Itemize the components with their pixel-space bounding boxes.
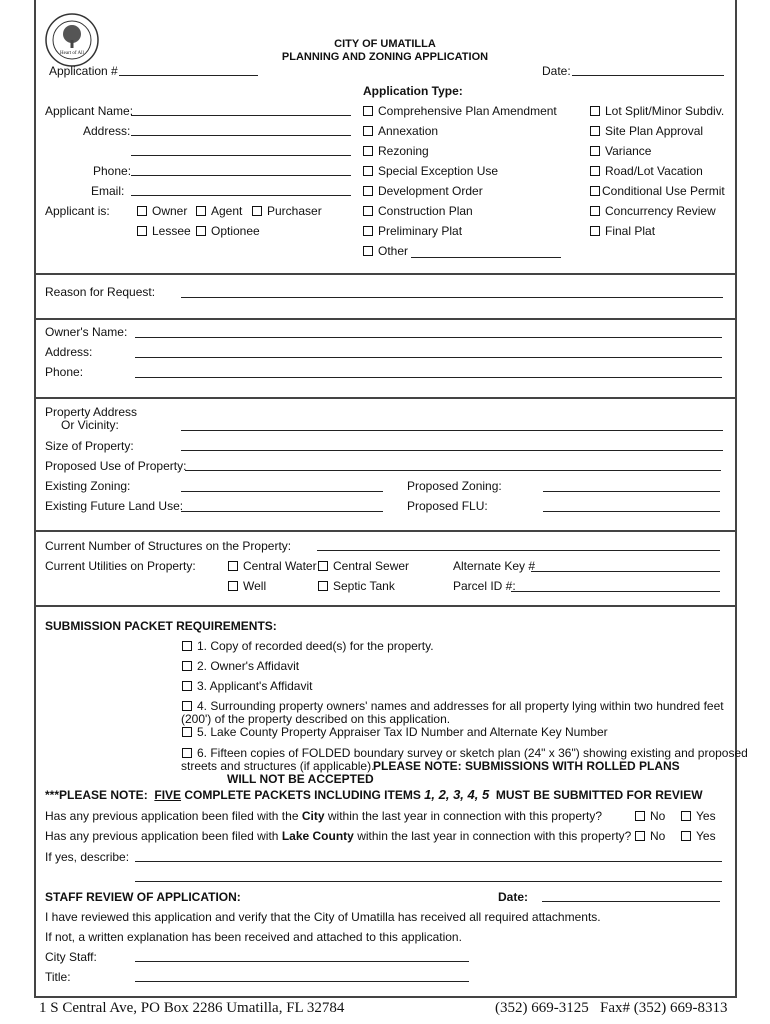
staff-title-label: Title:: [45, 970, 71, 984]
type-checkbox-road-lot-vacation[interactable]: [590, 166, 600, 176]
previous-city-no-checkbox[interactable]: [635, 811, 645, 821]
type-label-road-lot-vacation: Road/Lot Vacation: [605, 164, 703, 178]
owner-address-label: Address:: [45, 345, 93, 359]
type-checkbox-rezoning[interactable]: [363, 146, 373, 156]
proposed-use-field[interactable]: [185, 470, 721, 471]
page-title: PLANNING AND ZONING APPLICATION: [281, 51, 489, 63]
application-no-field[interactable]: [119, 75, 258, 76]
parcel-id-field[interactable]: [511, 591, 720, 592]
item3-checkbox[interactable]: [182, 681, 192, 691]
property-address-label: Property Address: [45, 405, 138, 419]
type-label-annexation: Annexation: [378, 124, 439, 138]
structures-count-label: Current Number of Structures on the Property:: [45, 539, 292, 553]
previous-city-question: [45, 809, 602, 823]
property-size-field[interactable]: [181, 450, 723, 451]
previous-city-q-c: within the last year in connection with this property?: [327, 809, 603, 823]
property-address-field[interactable]: [181, 430, 723, 431]
section-divider: [34, 397, 737, 399]
type-label-comprehensive-plan: Comprehensive Plan Amendment: [378, 104, 557, 118]
packets-note-c: MUST BE SUBMITTED FOR REVIEW: [495, 788, 703, 802]
type-label-rezoning: Rezoning: [378, 144, 429, 158]
owner-checkbox[interactable]: [137, 206, 147, 216]
proposed-flu-label: Proposed FLU:: [407, 499, 488, 513]
lessee-label: Lessee: [152, 224, 191, 238]
footer-contact: [495, 1000, 728, 1017]
applicant-is-label: Applicant is:: [45, 204, 110, 218]
city-staff-field[interactable]: [135, 961, 469, 962]
other-type-field[interactable]: [411, 257, 561, 258]
alternate-key-field[interactable]: [531, 571, 720, 572]
central-water-label: Central Water: [243, 559, 317, 573]
staff-date-field[interactable]: [542, 901, 720, 902]
purchaser-checkbox[interactable]: [252, 206, 262, 216]
type-checkbox-annexation[interactable]: [363, 126, 373, 136]
item3-label: 3. Applicant's Affidavit: [197, 679, 313, 693]
type-label-conditional-use: Conditional Use Permit: [602, 184, 725, 198]
proposed-use-label: Proposed Use of Property:: [45, 459, 187, 473]
application-no-label: Application #: [49, 64, 118, 78]
existing-flu-field[interactable]: [181, 511, 383, 512]
item5-checkbox[interactable]: [182, 727, 192, 737]
owner-label: Owner: [152, 204, 188, 218]
rolled-plans-warning: PLEASE NOTE: SUBMISSIONS WITH ROLLED PLANS: [373, 759, 680, 773]
item6-label-cont: streets and structures (if applicable).: [181, 759, 375, 773]
previous-county-yes-label: Yes: [696, 829, 716, 843]
item2-checkbox[interactable]: [182, 661, 192, 671]
agent-label: Agent: [211, 204, 243, 218]
staff-date-label: Date:: [498, 890, 529, 904]
type-label-final-plat: Final Plat: [605, 224, 656, 238]
type-label-lot-split: Lot Split/Minor Subdiv.: [605, 104, 725, 118]
previous-county-no-checkbox[interactable]: [635, 831, 645, 841]
city-staff-label: City Staff:: [45, 950, 97, 964]
owner-phone-field[interactable]: [135, 377, 722, 378]
previous-county-q-c: within the last year in connection with this property?: [357, 829, 632, 843]
section-divider: [34, 605, 737, 607]
type-label-site-plan: Site Plan Approval: [605, 124, 704, 138]
item1-checkbox[interactable]: [182, 641, 192, 651]
applicant-phone-field[interactable]: [131, 175, 351, 176]
central-sewer-checkbox[interactable]: [318, 561, 328, 571]
applicant-email-field[interactable]: [131, 195, 351, 196]
owner-name-field[interactable]: [135, 337, 722, 338]
previous-city-q-b: City: [301, 809, 325, 823]
septic-tank-checkbox[interactable]: [318, 581, 328, 591]
proposed-zoning-field[interactable]: [543, 491, 720, 492]
item1-label: 1. Copy of recorded deed(s) for the property.: [197, 639, 434, 653]
existing-zoning-label: Existing Zoning:: [45, 479, 131, 493]
footer-address: 1 S Central Ave, PO Box 2286 Umatilla, FL 32784: [39, 1000, 345, 1016]
submission-heading: SUBMISSION PACKET REQUIREMENTS:: [45, 619, 277, 633]
section-divider: [34, 273, 737, 275]
describe-label: If yes, describe:: [45, 850, 130, 864]
applicant-address-field[interactable]: [131, 135, 351, 136]
type-checkbox-lot-split[interactable]: [590, 106, 600, 116]
footer-phone: (352) 669-3125: [495, 1000, 589, 1016]
type-checkbox-final-plat[interactable]: [590, 226, 600, 236]
central-sewer-label: Central Sewer: [333, 559, 410, 573]
item6-label: 6. Fifteen copies of FOLDED boundary survey or sketch plan (24" x 36") showing existing and proposed: [197, 746, 748, 760]
previous-county-no-label: No: [650, 829, 666, 843]
staff-statement-1: I have reviewed this application and verify that the City of Umatilla has received all required attachments.: [45, 910, 601, 924]
reason-label: Reason for Request:: [45, 285, 156, 299]
staff-review-heading: STAFF REVIEW OF APPLICATION:: [45, 890, 241, 904]
type-checkbox-comprehensive-plan[interactable]: [363, 106, 373, 116]
septic-tank-label: Septic Tank: [333, 579, 395, 593]
item4-label-cont: (200') of the property described on this application.: [181, 712, 451, 726]
optionee-checkbox[interactable]: [196, 226, 206, 236]
city-name: CITY OF UMATILLA: [334, 38, 436, 50]
previous-city-q-a: Has any previous application been filed with the: [45, 809, 299, 823]
proposed-zoning-label: Proposed Zoning:: [407, 479, 502, 493]
applicant-address-field-2[interactable]: [131, 155, 351, 156]
central-water-checkbox[interactable]: [228, 561, 238, 571]
purchaser-label: Purchaser: [267, 204, 322, 218]
agent-checkbox[interactable]: [196, 206, 206, 216]
item2-label: 2. Owner's Affidavit: [197, 659, 300, 673]
type-checkbox-site-plan[interactable]: [590, 126, 600, 136]
staff-statement-2: If not, a written explanation has been received and attached to this application.: [45, 930, 462, 944]
previous-county-yes-checkbox[interactable]: [681, 831, 691, 841]
lessee-checkbox[interactable]: [137, 226, 147, 236]
type-label-concurrency-review: Concurrency Review: [605, 204, 716, 218]
previous-county-question: [45, 829, 631, 843]
alternate-key-label: Alternate Key #: [453, 559, 536, 573]
application-type-heading: Application Type:: [363, 84, 463, 98]
property-vicinity-label: Or Vicinity:: [61, 418, 119, 432]
type-label-variance: Variance: [605, 144, 652, 158]
packets-note-five: FIVE: [154, 788, 182, 802]
packets-note: [45, 787, 703, 802]
previous-county-q-a: Has any previous application been filed with: [45, 829, 279, 843]
applicant-name-label: Applicant Name:: [45, 104, 134, 118]
not-accepted-warning: WILL NOT BE ACCEPTED: [227, 772, 374, 786]
utilities-label: Current Utilities on Property:: [45, 559, 196, 573]
applicant-name-field[interactable]: [131, 115, 351, 116]
type-checkbox-conditional-use[interactable]: [590, 186, 600, 196]
previous-city-yes-checkbox[interactable]: [681, 811, 691, 821]
existing-zoning-field[interactable]: [181, 491, 383, 492]
reason-field[interactable]: [181, 297, 723, 298]
type-checkbox-variance[interactable]: [590, 146, 600, 156]
applicant-email-label: Email:: [91, 184, 125, 198]
type-checkbox-other[interactable]: [363, 246, 373, 256]
item6-checkbox[interactable]: [182, 748, 192, 758]
well-checkbox[interactable]: [228, 581, 238, 591]
previous-city-no-label: No: [650, 809, 666, 823]
item4-label: 4. Surrounding property owners' names and addresses for all property lying within two hundred feet: [197, 699, 724, 713]
item4-checkbox[interactable]: [182, 701, 192, 711]
applicant-phone-label: Phone:: [93, 164, 132, 178]
describe-field-2[interactable]: [135, 881, 722, 882]
owner-address-field[interactable]: [135, 357, 722, 358]
type-label-construction-plan: Construction Plan: [378, 204, 473, 218]
section-divider: [34, 996, 737, 998]
optionee-label: Optionee: [211, 224, 260, 238]
well-label: Well: [243, 579, 267, 593]
type-checkbox-concurrency-review[interactable]: [590, 206, 600, 216]
date-label: Date:: [542, 64, 571, 78]
section-divider: [34, 318, 737, 320]
type-label-preliminary-plat: Preliminary Plat: [378, 224, 463, 238]
parcel-id-label: Parcel ID #:: [453, 579, 516, 593]
structures-count-field[interactable]: [317, 550, 720, 551]
staff-title-field[interactable]: [135, 981, 469, 982]
type-label-special-exception: Special Exception Use: [378, 164, 499, 178]
previous-city-yes-label: Yes: [696, 809, 716, 823]
type-checkbox-special-exception[interactable]: [363, 166, 373, 176]
previous-county-q-b: Lake County: [281, 829, 354, 843]
packets-note-items: 1, 2, 3, 4, 5: [424, 787, 490, 802]
property-size-label: Size of Property:: [45, 439, 134, 453]
footer-fax: Fax# (352) 669-8313: [600, 1000, 728, 1016]
type-label-development-order: Development Order: [378, 184, 483, 198]
describe-field[interactable]: [135, 861, 722, 862]
type-checkbox-development-order[interactable]: [363, 186, 373, 196]
date-field[interactable]: [572, 75, 724, 76]
type-checkbox-preliminary-plat[interactable]: [363, 226, 373, 236]
existing-flu-label: Existing Future Land Use:: [45, 499, 184, 513]
proposed-flu-field[interactable]: [543, 511, 720, 512]
type-checkbox-construction-plan[interactable]: [363, 206, 373, 216]
owner-name-label: Owner's Name:: [45, 325, 128, 339]
section-divider: [34, 530, 737, 532]
packets-note-a: ***PLEASE NOTE:: [45, 788, 148, 802]
owner-phone-label: Phone:: [45, 365, 84, 379]
svg-text:Heart of All: Heart of All: [60, 51, 84, 56]
type-label-other: Other: [378, 244, 409, 258]
applicant-address-label: Address:: [83, 124, 131, 138]
packets-note-b: COMPLETE PACKETS INCLUDING ITEMS: [184, 788, 421, 802]
item5-label: 5. Lake County Property Appraiser Tax ID Number and Alternate Key Number: [197, 725, 608, 739]
